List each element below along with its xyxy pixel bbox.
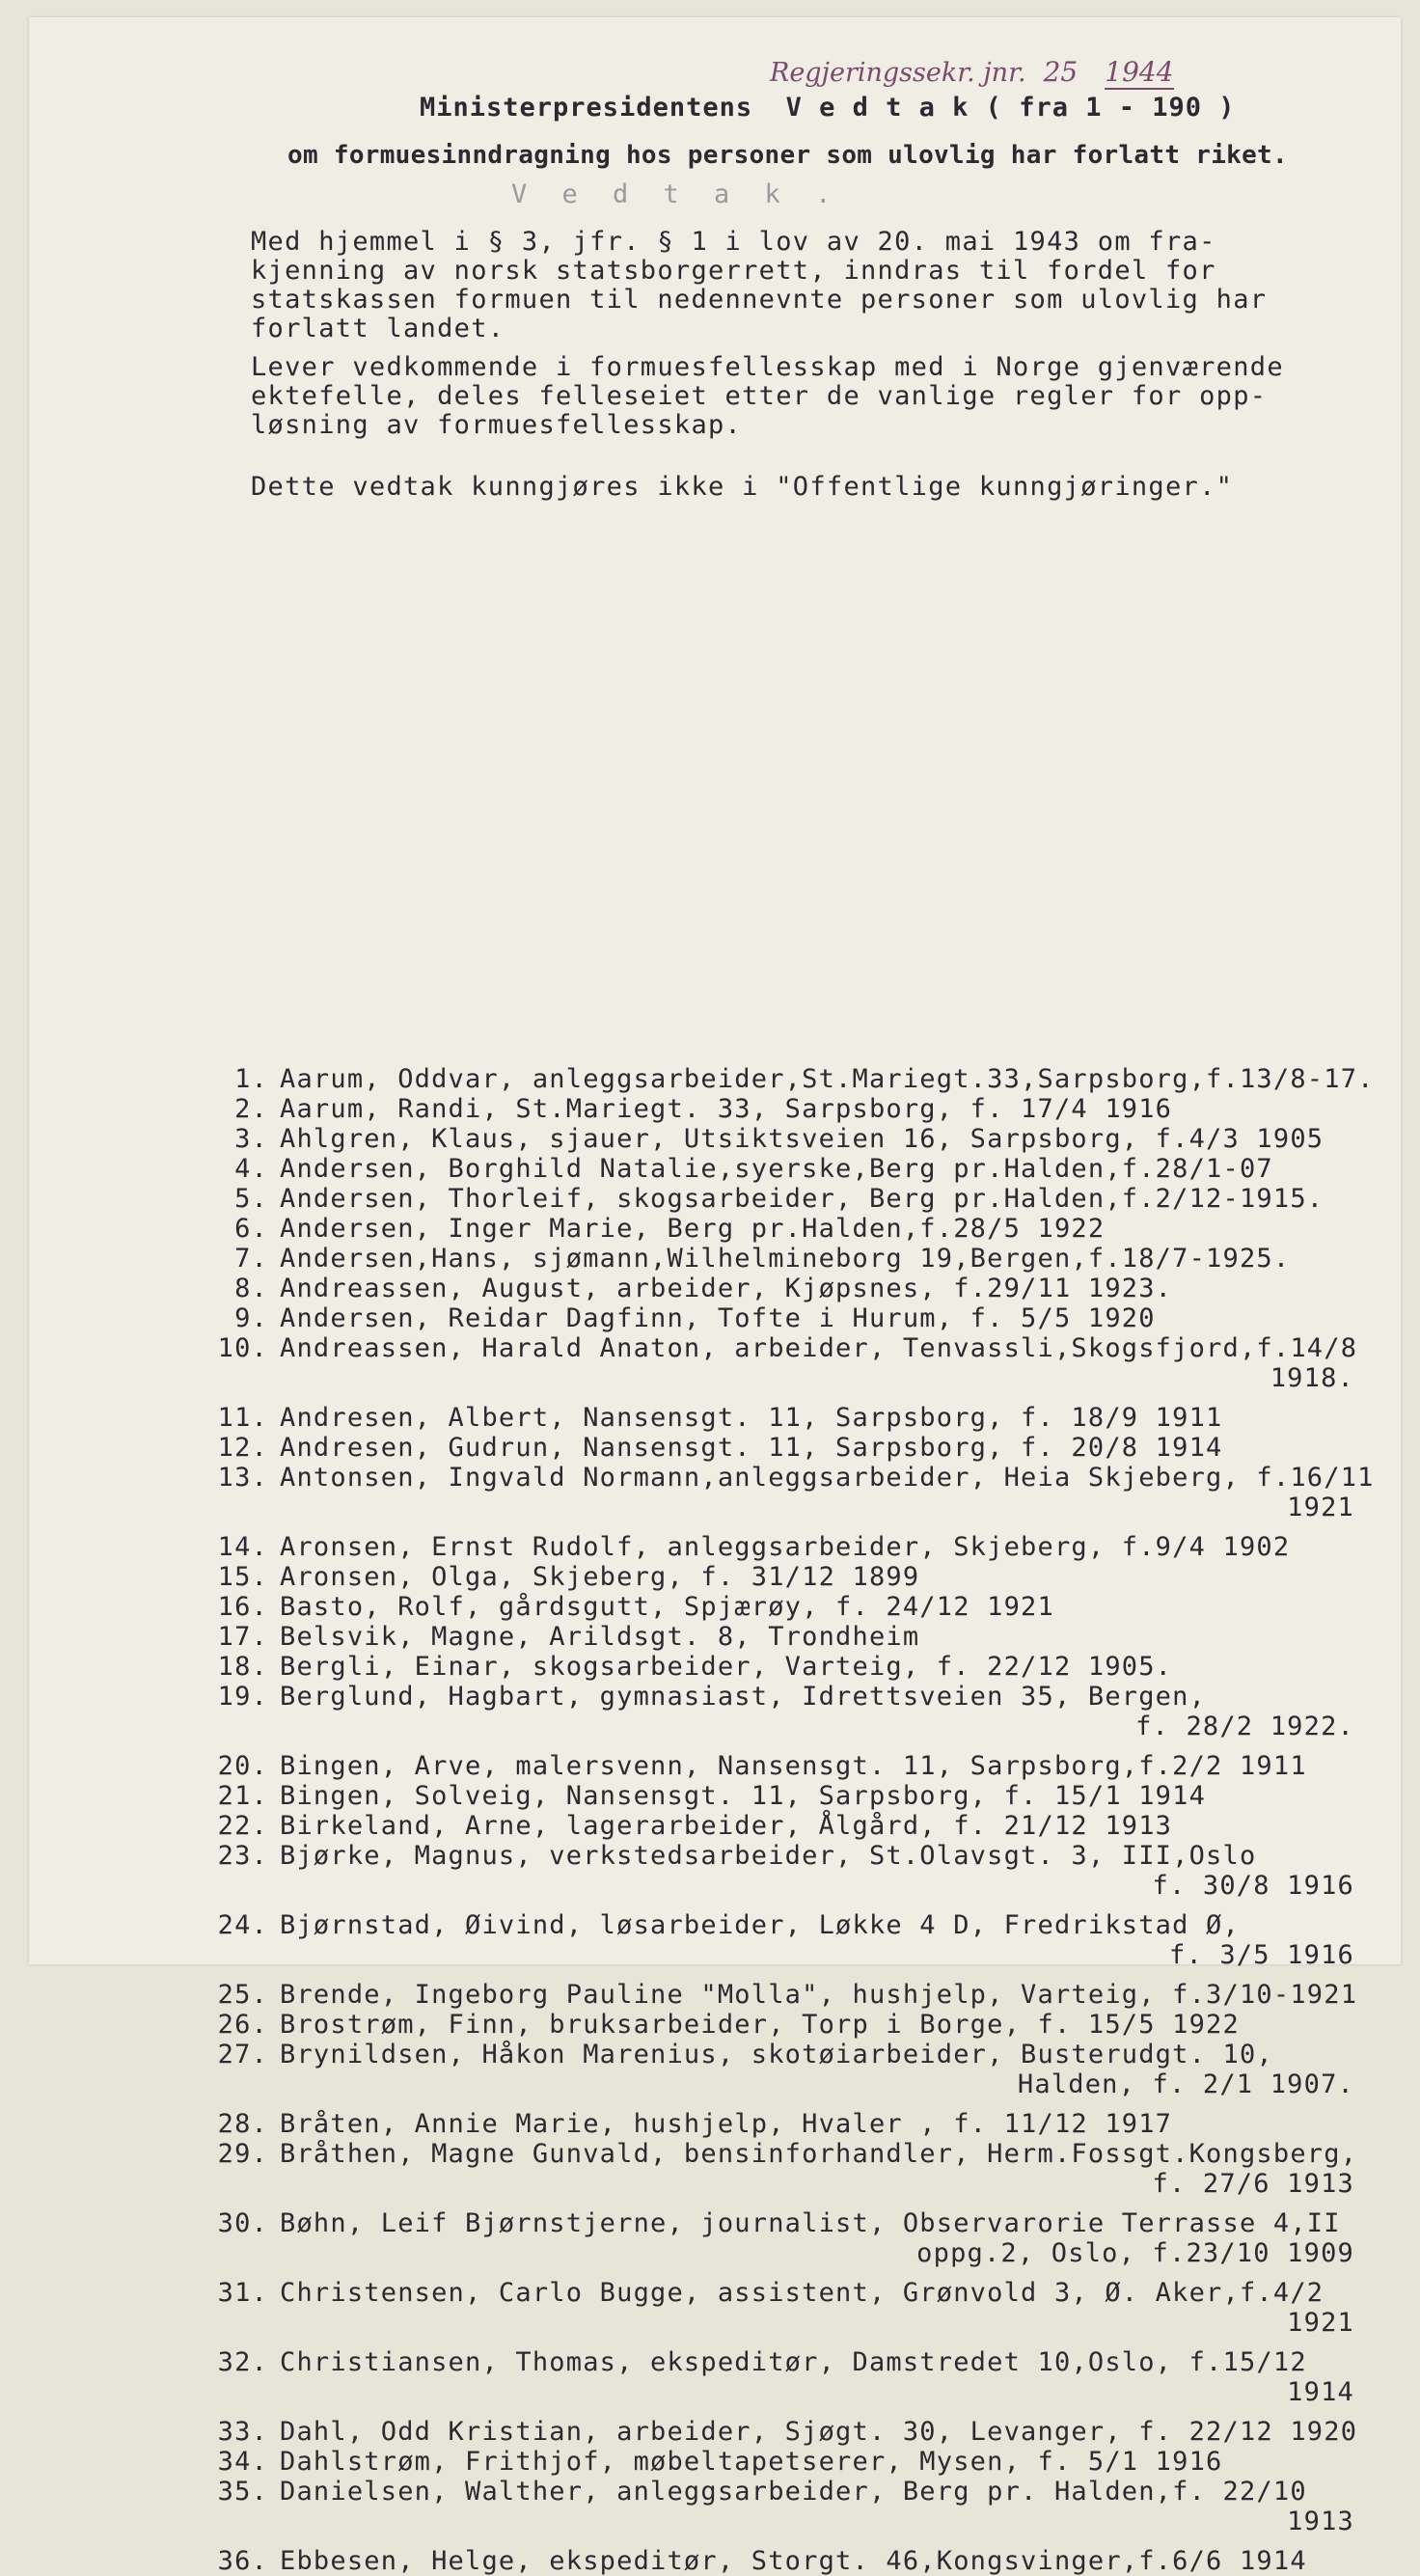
list-item-continuation: f. 3/5 1916 — [1168, 1940, 1354, 1970]
list-item-text: Ebbesen, Helge, ekspeditør, Storgt. 46,Kongsvinger,f.6/6 1914 — [280, 2546, 1307, 2576]
list-item-number: 31. — [217, 2278, 268, 2308]
list-item — [217, 2010, 1383, 2040]
vedtak-heading: V e d t a k . — [511, 179, 841, 209]
document-subtitle: om formuesinndragning hos personer som ulovlig har forlatt riket. — [287, 141, 1288, 170]
list-item — [217, 2139, 1383, 2169]
list-item — [234, 1214, 1383, 1244]
list-item-text: Danielsen, Walther, anleggsarbeider, Berg pr. Halden,f. 22/10 — [280, 2477, 1307, 2507]
list-item-text: Christensen, Carlo Bugge, assistent, Grønvold 3, Ø. Aker,f.4/2 — [280, 2278, 1324, 2308]
list-item — [217, 1592, 1383, 1622]
list-item — [217, 1622, 1383, 1652]
list-item-text: Brostrøm, Finn, bruksarbeider, Torp i Borge, f. 15/5 1922 — [280, 2010, 1240, 2040]
list-item — [217, 1403, 1383, 1433]
list-item — [234, 1064, 1383, 1094]
list-item-number: 3. — [234, 1124, 268, 1154]
list-item-number: 18. — [217, 1652, 268, 1682]
stamp-label: Regjeringssekr. jnr. — [770, 58, 1026, 88]
list-item-number: 11. — [217, 1403, 268, 1433]
list-item — [217, 1980, 1383, 2010]
list-item-text: Aarum, Randi, St.Mariegt. 33, Sarpsborg, f. 17/4 1916 — [280, 1094, 1173, 1124]
list-item-number: 6. — [234, 1214, 268, 1244]
paragraph-joint-property: Lever vedkommende i formuesfellesskap med i Norge gjenværende ektefelle, deles felleseiet etter de vanlige regler for opp- løsning av formuesfellesskap. — [251, 352, 1284, 440]
list-item — [217, 1433, 1383, 1463]
list-item — [217, 2546, 1383, 2576]
list-item-continuation: f. 28/2 1922. — [1135, 1712, 1354, 1741]
list-item-continuation: 1914 — [1287, 2377, 1354, 2407]
list-item-number: 12. — [217, 1433, 268, 1463]
list-item — [217, 2417, 1383, 2447]
list-item-text: Andersen,Hans, sjømann,Wilhelmineborg 19,Bergen,f.18/7-1925. — [280, 1244, 1291, 1274]
list-item — [217, 1781, 1383, 1811]
list-item-number: 33. — [217, 2417, 268, 2447]
list-item-text: Andresen, Gudrun, Nansensgt. 11, Sarpsborg, f. 20/8 1914 — [280, 1433, 1223, 1463]
paragraph-publication: Dette vedtak kunngjøres ikke i "Offentlige kunngjøringer." — [251, 472, 1234, 502]
list-spacer — [274, 1522, 1383, 1532]
list-item — [217, 1841, 1383, 1871]
list-item-text: Bjørnstad, Øivind, løsarbeider, Løkke 4 D, Fredrikstad Ø, — [280, 1910, 1240, 1940]
list-item — [217, 1562, 1383, 1592]
list-item-number: 26. — [217, 2010, 268, 2040]
list-item-number: 5. — [234, 1184, 268, 1214]
list-item — [234, 1274, 1383, 1303]
list-item-continuation: f. 27/6 1913 — [1152, 2169, 1354, 2199]
list-item — [234, 1184, 1383, 1214]
list-item-text: Basto, Rolf, gårdsgutt, Spjærøy, f. 24/12 1921 — [280, 1592, 1054, 1622]
list-item-continuation: 1921 — [1287, 2308, 1354, 2338]
list-item — [234, 1094, 1383, 1124]
list-item-text: Andersen, Reidar Dagfinn, Tofte i Hurum, f. 5/5 1920 — [280, 1303, 1156, 1333]
list-item — [217, 1682, 1383, 1712]
list-spacer — [274, 2268, 1383, 2278]
list-item-continuation: f. 30/8 1916 — [1152, 1871, 1354, 1901]
list-item-text: Birkeland, Arne, lagerarbeider, Ålgård, f. 21/12 1913 — [280, 1811, 1173, 1841]
list-item-text: Aronsen, Ernst Rudolf, anleggsarbeider, Skjeberg, f.9/4 1902 — [280, 1532, 1291, 1562]
list-item-number: 8. — [234, 1274, 268, 1303]
list-item-number: 2. — [234, 1094, 268, 1124]
list-item-text: Antonsen, Ingvald Normann,anleggsarbeider, Heia Skjeberg, f.16/11 — [280, 1463, 1375, 1493]
list-item-text: Berglund, Hagbart, gymnasiast, Idrettsveien 35, Bergen, — [280, 1682, 1207, 1712]
list-item-text: Bergli, Einar, skogsarbeider, Varteig, f. 22/12 1905. — [280, 1652, 1173, 1682]
list-item-number: 32. — [217, 2347, 268, 2377]
list-item-text: Andreassen, August, arbeider, Kjøpsnes, f.29/11 1923. — [280, 1274, 1173, 1303]
list-spacer — [274, 2536, 1383, 2546]
list-item-text: Christiansen, Thomas, ekspeditør, Damstredet 10,Oslo, f.15/12 — [280, 2347, 1307, 2377]
list-item-continuation: 1913 — [1287, 2507, 1354, 2536]
list-item-number: 13. — [217, 1463, 268, 1493]
list-item-number: 1. — [234, 1064, 268, 1094]
list-item-continuation: Halden, f. 2/1 1907. — [1017, 2069, 1354, 2099]
registration-stamp — [770, 56, 1174, 88]
list-item-text: Bingen, Solveig, Nansensgt. 11, Sarpsborg, f. 15/1 1914 — [280, 1781, 1207, 1811]
list-item-text: Dahlstrøm, Frithjof, møbeltapetserer, Mysen, f. 5/1 1916 — [280, 2447, 1223, 2477]
list-item — [234, 1303, 1383, 1333]
list-item-text: Bjørke, Magnus, verkstedsarbeider, St.Olavsgt. 3, III,Oslo — [280, 1841, 1257, 1871]
list-spacer — [274, 1970, 1383, 1980]
list-spacer — [274, 2407, 1383, 2417]
list-spacer — [274, 2199, 1383, 2208]
list-item — [234, 1124, 1383, 1154]
list-item-number: 34. — [217, 2447, 268, 2477]
list-item — [217, 1463, 1383, 1493]
stamp-number: 25 — [1043, 56, 1079, 88]
list-item — [217, 1811, 1383, 1841]
list-item — [217, 1532, 1383, 1562]
list-item-text: Andreassen, Harald Anaton, arbeider, Tenvassli,Skogsfjord,f.14/8 — [280, 1333, 1358, 1363]
list-spacer — [274, 1901, 1383, 1910]
list-item-number: 14. — [217, 1532, 268, 1562]
list-item — [217, 2477, 1383, 2507]
list-item — [234, 1244, 1383, 1274]
list-item-number: 35. — [217, 2477, 268, 2507]
list-item — [217, 2040, 1383, 2069]
list-item — [217, 2109, 1383, 2139]
list-item-number: 21. — [217, 1781, 268, 1811]
list-spacer — [274, 2099, 1383, 2109]
list-item-number: 19. — [217, 1682, 268, 1712]
list-item-text: Bråthen, Magne Gunvald, bensinforhandler, Herm.Fossgt.Kongsberg, — [280, 2139, 1358, 2169]
list-item-number: 15. — [217, 1562, 268, 1592]
list-item-text: Andresen, Albert, Nansensgt. 11, Sarpsborg, f. 18/9 1911 — [280, 1403, 1223, 1433]
stamp-year: 1944 — [1105, 56, 1174, 88]
list-item-number: 10. — [217, 1333, 268, 1363]
document-page — [29, 17, 1401, 2576]
list-item-text: Bingen, Arve, malersvenn, Nansensgt. 11, Sarpsborg,f.2/2 1911 — [280, 1751, 1307, 1781]
list-item — [217, 1910, 1383, 1940]
list-item-number: 17. — [217, 1622, 268, 1652]
list-item-text: Brende, Ingeborg Pauline "Molla", hushjelp, Varteig, f.3/10-1921 — [280, 1980, 1358, 2010]
list-item-number: 29. — [217, 2139, 268, 2169]
list-item-number: 9. — [234, 1303, 268, 1333]
list-item-text: Bøhn, Leif Bjørnstjerne, journalist, Observarorie Terrasse 4,II — [280, 2208, 1341, 2238]
list-item-number: 16. — [217, 1592, 268, 1622]
list-spacer — [274, 1741, 1383, 1751]
list-item-number: 30. — [217, 2208, 268, 2238]
paragraph-legal-basis: Med hjemmel i § 3, jfr. § 1 i lov av 20. mai 1943 om fra- kjenning av norsk statsborgerrett, inndras til fordel for statskassen formuen til nedennevnte personer som ulovlig har forlatt landet. — [251, 227, 1268, 343]
person-list — [217, 1064, 1383, 2576]
list-item-number: 7. — [234, 1244, 268, 1274]
list-item-continuation: oppg.2, Oslo, f.23/10 1909 — [916, 2238, 1354, 2268]
list-spacer — [274, 1393, 1383, 1403]
list-item — [234, 1154, 1383, 1184]
list-item-text: Andersen, Thorleif, skogsarbeider, Berg pr.Halden,f.2/12-1915. — [280, 1184, 1324, 1214]
list-item — [217, 1652, 1383, 1682]
list-item-text: Bråten, Annie Marie, hushjelp, Hvaler , f. 11/12 1917 — [280, 2109, 1173, 2139]
list-item — [217, 2278, 1383, 2308]
list-item-text: Aarum, Oddvar, anleggsarbeider,St.Mariegt.33,Sarpsborg,f.13/8-17. — [280, 1064, 1375, 1094]
list-item-number: 20. — [217, 1751, 268, 1781]
list-item-text: Dahl, Odd Kristian, arbeider, Sjøgt. 30, Levanger, f. 22/12 1920 — [280, 2417, 1358, 2447]
list-item — [217, 2208, 1383, 2238]
list-item-continuation: 1918. — [1270, 1363, 1354, 1393]
list-item-text: Aronsen, Olga, Skjeberg, f. 31/12 1899 — [280, 1562, 920, 1592]
list-item-continuation: 1921 — [1287, 1493, 1354, 1522]
list-item — [217, 2447, 1383, 2477]
list-item — [217, 2347, 1383, 2377]
list-item-number: 4. — [234, 1154, 268, 1184]
list-item-number: 24. — [217, 1910, 268, 1940]
list-item-number: 36. — [217, 2546, 268, 2576]
list-item-text: Ahlgren, Klaus, sjauer, Utsiktsveien 16, Sarpsborg, f.4/3 1905 — [280, 1124, 1324, 1154]
list-item-number: 23. — [217, 1841, 268, 1871]
list-item-text: Belsvik, Magne, Arildsgt. 8, Trondheim — [280, 1622, 920, 1652]
list-item-number: 27. — [217, 2040, 268, 2069]
list-item-number: 28. — [217, 2109, 268, 2139]
list-spacer — [274, 2338, 1383, 2347]
list-item-text: Andersen, Inger Marie, Berg pr.Halden,f.28/5 1922 — [280, 1214, 1106, 1244]
list-item — [217, 1333, 1383, 1363]
list-item-text: Andersen, Borghild Natalie,syerske,Berg pr.Halden,f.28/1-07 — [280, 1154, 1273, 1184]
document-title: Ministerpresidentens V e d t a k ( fra 1 - 190 ) — [420, 93, 1236, 123]
list-item-text: Brynildsen, Håkon Marenius, skotøiarbeider, Busterudgt. 10, — [280, 2040, 1273, 2069]
list-item — [217, 1751, 1383, 1781]
list-item-number: 25. — [217, 1980, 268, 2010]
list-item-number: 22. — [217, 1811, 268, 1841]
